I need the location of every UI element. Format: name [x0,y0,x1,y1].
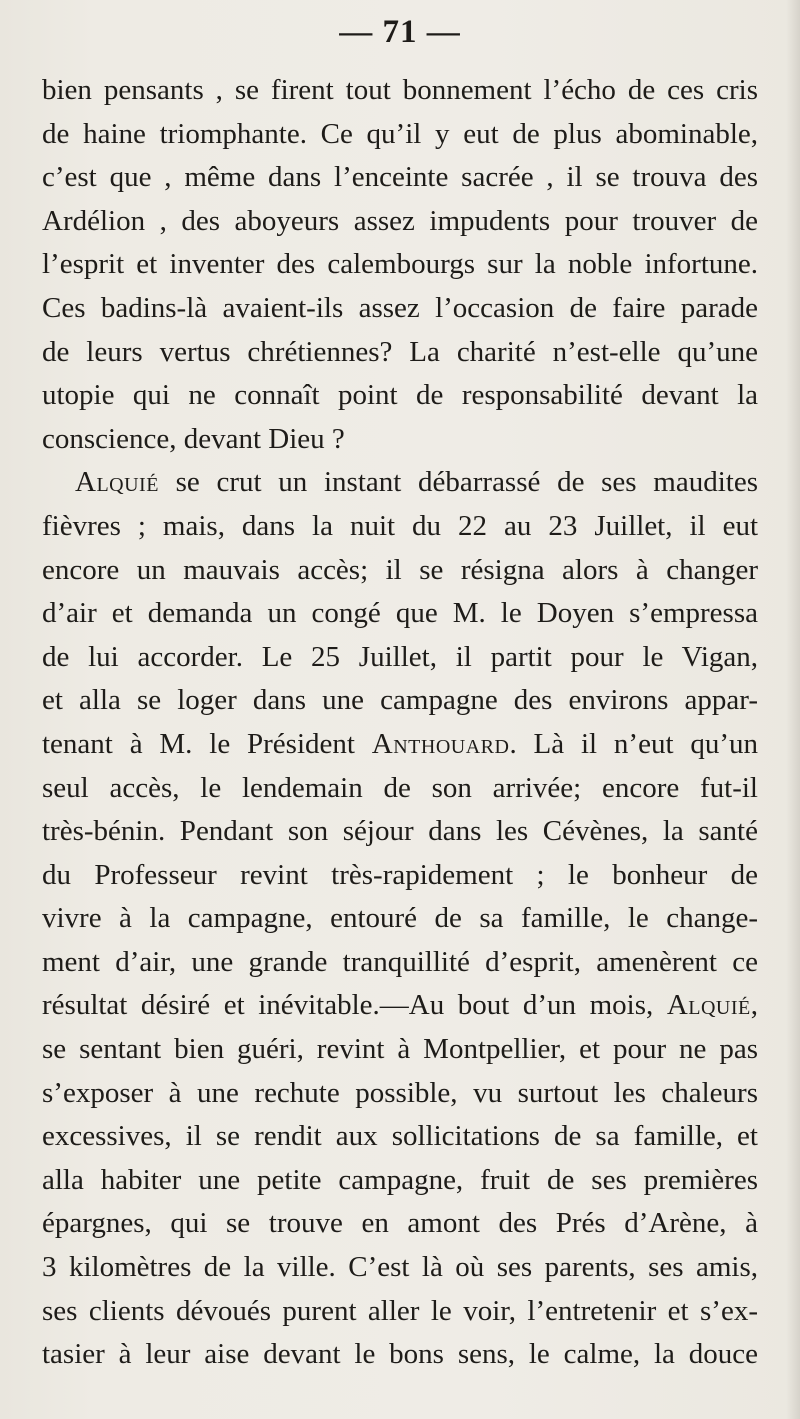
line-text: se sentant bien guéri, revint à Montpellier, et pour ne pas [42,1033,758,1066]
line-text: bien pensants , se firent tout bonnement l’écho de ces cris [42,74,758,106]
body-text [42,69,758,1377]
line-text: épargnes, qui se trouve en amont des Prés d’Arène, à [42,1207,758,1240]
text-line [42,723,758,767]
line-text: d’air et demanda un congé que M. le Doyen s’empressa [42,597,758,630]
text-line [42,287,758,331]
line-text: très-bénin. Pendant son séjour dans les Cévènes, la santé [42,815,758,848]
text-line [42,243,758,287]
line-text: alla habiter une petite campagne, fruit de ses premières [42,1163,758,1196]
text-line [42,941,758,985]
line-text: fièvres ; mais, dans la nuit du 22 au 23 Juillet, il eut [42,509,758,542]
line-text: l’esprit et inventer des calembourgs sur la noble infortune. [42,248,758,281]
page-number: — 71 — [339,14,461,50]
line-text: ses clients dévoués purent aller le voir, l’entretenir et s’ex- [42,1294,758,1327]
text-line [42,69,758,113]
text-line [42,1202,758,1246]
name-small-caps: Alquié [666,989,751,1022]
text-line [42,200,758,244]
text-line-paragraph-start [42,461,758,505]
line-text: Ces badins-là avaient-ils assez l’occasion de faire parade [42,291,758,324]
page-edge-shadow [786,0,800,1419]
line-text-after: , [750,989,758,1022]
text-line [42,549,758,593]
name-small-caps: Anthouard [371,727,510,760]
line-text: seul accès, le lendemain de son arrivée; encore fut-il [42,771,758,804]
line-text: et alla se loger dans une campagne des environs appar- [42,684,758,717]
text-line [42,113,758,157]
line-text: excessives, il se rendit aux sollicitations de sa famille, et [42,1120,758,1153]
name-small-caps: Alquié [75,466,159,499]
text-line [42,679,758,723]
text-line [42,1072,758,1116]
text-line [42,897,758,941]
text-line [42,156,758,200]
line-text: se crut un instant débarrassé de ses maudites [158,466,758,499]
line-text: du Professeur revint très-rapidement ; le bonheur de [42,858,758,891]
text-line [42,1159,758,1203]
line-text: Ardélion , des aboyeurs assez impudents pour trouver de [42,204,758,237]
line-text: vivre à la campagne, entouré de sa famille, le change- [42,902,758,935]
line-text: résultat désiré et inévitable.—Au bout d’un mois, [42,989,667,1022]
text-line-paragraph-end [42,418,758,462]
line-text-after: . Là il n’eut qu’un [509,727,758,760]
line-text: utopie qui ne connaît point de responsabilité devant la [42,379,758,412]
line-text: ment d’air, une grande tranquillité d’esprit, amenèrent ce [42,945,758,978]
text-line [42,1028,758,1072]
text-line [42,331,758,375]
line-text: tenant à M. le Président [42,727,372,760]
line-text: de haine triomphante. Ce qu’il y eut de plus abominable, [42,117,758,150]
line-text: conscience, devant Dieu ? [42,422,345,455]
text-line [42,1333,758,1377]
line-text: tasier à leur aise devant le bons sens, le calme, la douce [42,1338,758,1371]
line-text: de leurs vertus chrétiennes? La charité n’est-elle qu’une [42,335,758,368]
line-text: s’exposer à une rechute possible, vu surtout les chaleurs [42,1076,758,1109]
text-line [42,374,758,418]
line-text: 3 kilomètres de la ville. C’est là où ses parents, ses amis, [42,1251,758,1284]
text-line [42,1246,758,1290]
line-text: de lui accorder. Le 25 Juillet, il partit pour le Vigan, [42,640,758,673]
text-line [42,854,758,898]
text-line [42,592,758,636]
line-text: c’est que , même dans l’enceinte sacrée , il se trouva des [42,161,758,194]
text-line [42,810,758,854]
text-line [42,636,758,680]
text-line [42,984,758,1028]
text-line [42,1290,758,1334]
text-line [42,1115,758,1159]
text-line [42,767,758,811]
line-text: encore un mauvais accès; il se résigna alors à changer [42,553,758,586]
text-line [42,505,758,549]
